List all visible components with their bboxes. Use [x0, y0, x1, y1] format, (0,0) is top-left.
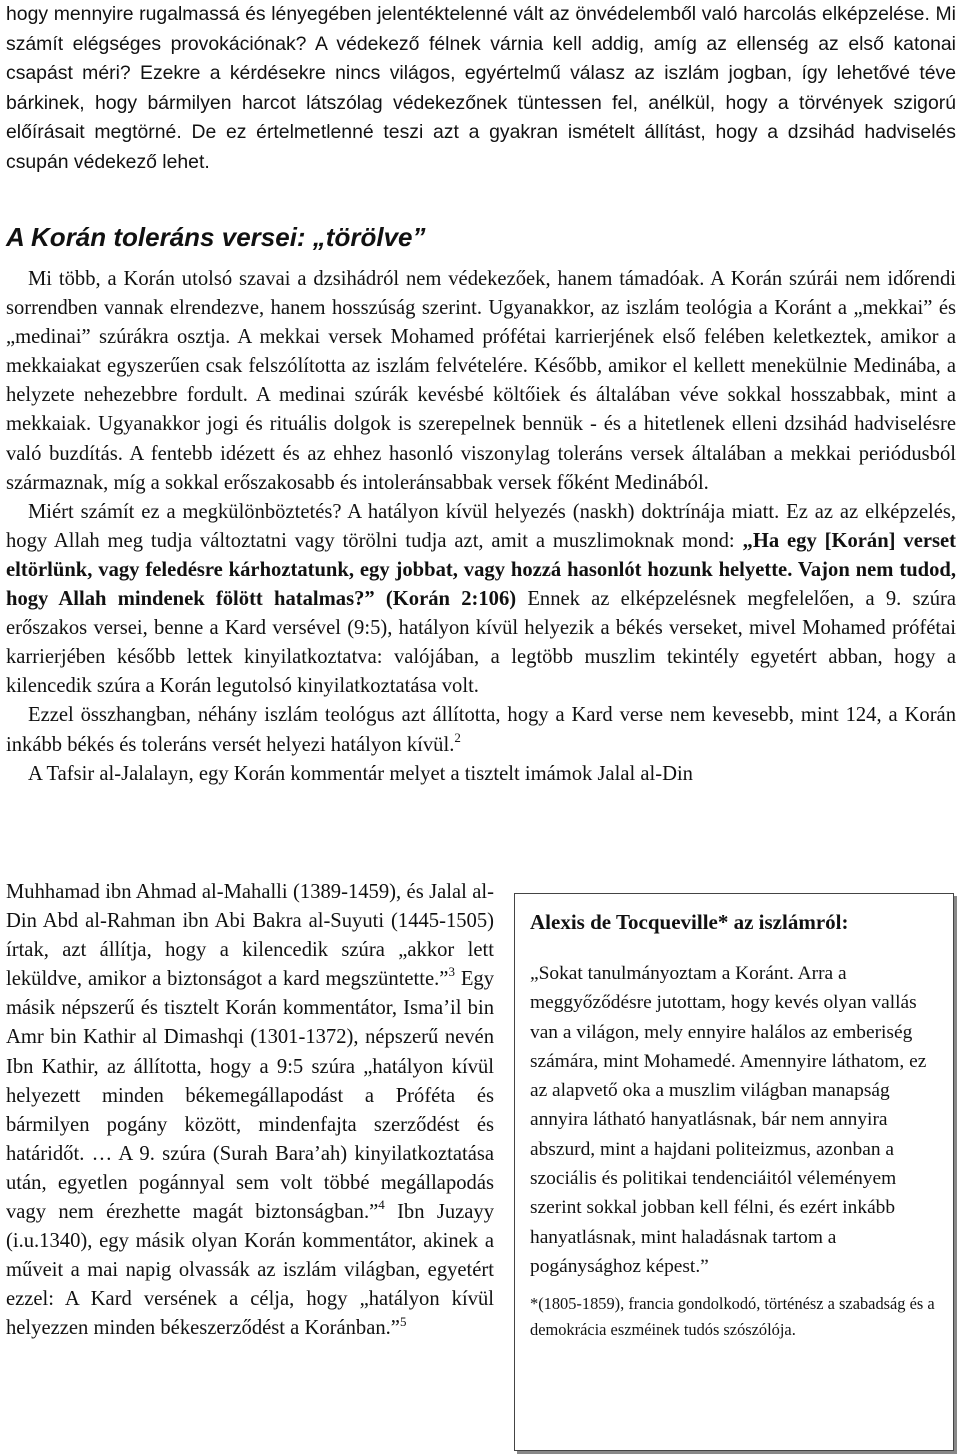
footnote-ref-2: 2: [454, 729, 461, 745]
body-paragraph-1: Mi több, a Korán utolsó szavai a dzsihádról nem védekezőek, hanem támadóak. A Korán szúrái nem időrendi sorrendben vannak elrendezve, hanem hosszúság szerint. Ugyanakkor, az iszlám teológia a Koránt a „mekkai” és „medinai” szúrákra osztja. A mekkai versek Mohamed prófétai karrierjének első felében keletkeztek, amikor a mekkaiakat egyszerűen csak felszólította az iszlám felvételére. Később, amikor el kellett menekülnie Medinába, a helyzete nehezebbre fordult. A medinai szúrák kevésbé költőiek és általában véve sokkal hosszabbak, mint a mekkaiak. Ugyanakkor jogi és rituális dolgok is szerepelnek bennük - és a hitetlenek elleni dzsihád hadviselésre való buzdítás. A fentebb idézett és az ehhez hasonló viszonylag toleráns versek általában a mekkai periódusból származnak, míg a sokkal erőszakosabb és intoleránsabbak versek főként Medinából.: [6, 268, 956, 494]
footnote-ref-4: 4: [378, 1197, 385, 1213]
quran-quote: „Ha egy [Korán] verset eltörlünk, vagy feledésre kárhoztatunk, egy jobbat, vagy hozzá hasonlót hozunk helyette. Vajon nem tudod, hogy Allah mindenek fölött hatalmas?” (Korán 2:106): [6, 529, 956, 611]
body-paragraph-4-line: A Tafsir al-Jalalayn, egy Korán kommentár melyet a tisztelt imámok Jalal al-Din: [28, 762, 693, 785]
footnote-ref-5: 5: [399, 1313, 407, 1329]
body-paragraph-2: [6, 498, 956, 702]
intro-paragraph: hogy mennyire rugalmassá és lényegében jelentéktelenné vált az önvédelemből való harcolás elképzelése. Mi számít elégséges provokációnak? A védekező félnek várnia kell addig, amíg az ellenség az első katonai csapást méri? Ezekre a kérdésekre nincs világos, egyértelmű válasz az iszlám jogban, így lehetővé téve bárkinek, hogy bármilyen harcot látszólag védekezőnek tüntessen fel, anélkül, hogy a törvények szigorú előírásait megtörné. De ez értelmetlenné teszi azt a gyakran ismételt állítást, hogy a dzsihád hadviselés csupán védekező lehet.: [6, 3, 956, 173]
flow-text-3: Ibn Juzayy (i.u.1340), egy másik olyan Korán kommentátor, akinek a műveit a mai napig olvassák az iszlám világban, egyetért ezzel: A Kard versének a célja, hogy „hatályon kívül helyezzen minden békeszerződést a Koránban.”: [6, 1201, 495, 1340]
sidebox-quote: „Sokat tanulmányoztam a Koránt. Arra a meggyőződésre jutottam, hogy kevés olyan vallás van a világon, mely ennyire halálos az emberiség számára, mint Mohamedé. Amennyire láthatom, ez az alapvető oka a muszlim világban manapság annyira látható hanyatlásnak, bár nem annyira abszurd, mint a hajdani politeizmus, azonban a szociális és politikai tendenciáitól véleményem szerint sokkal jobban kell félni, és ezért inkább hanyatlásnak, mint haladásnak tartom a pogánysághoz képest.”: [530, 963, 927, 1277]
footnote-ref-3: 3: [448, 964, 455, 980]
flow-text-2: Egy másik népszerű és tisztelt Korán kommentátor, Isma’il bin Amr bin Kathir al Dimashqi (1301-1372), népszerű nevén Ibn Kathir, az állította, hogy a 9:5 szúra „hatályon kívül helyezett minden békemegállapodást a Próféta és bármilyen pogány között, mindenfajta szerződést és határidőt. … A 9. szúra (Surah Bara’ah) kinyilatkoztatása után, egyetlen pogánnyal sem volt többé megállapodás vagy nem érezhette magát biztonságban.”: [6, 968, 494, 1224]
sidebox-footnote: *(1805-1859), francia gondolkodó, történész a szabadság és a demokrácia eszméinek tudós szószólója.: [530, 1294, 935, 1340]
body-text: [6, 265, 956, 789]
body-paragraph-4-continued: [6, 878, 494, 1344]
tocqueville-sidebox: [514, 893, 954, 1451]
body-paragraph-3-text: Ezzel összhangban, néhány iszlám teológus azt állította, hogy a Kard verse nem kevesebb, mint 124, a Korán inkább békés és toleráns versét helyezi hatályon kívül.: [6, 704, 956, 756]
section-heading: A Korán toleráns versei: „törölve”: [6, 222, 426, 252]
sidebox-title: Alexis de Tocqueville* az iszlámról:: [530, 910, 849, 934]
body-paragraph-3: [6, 701, 956, 759]
body-paragraph-2-end: Ennek az elképzelésnek megfelelően, a 9. szúra erőszakos versei, benne a Kard versével (9:5), hatályon kívül helyezik a békés verseket, mivel Mohamed prófétai karrierjében később lettek kinyilatkoztatva: valójában, a legtöbb muszlim tekintély egyetért abban, hogy a kilencedik szúra a Korán legutolsó kinyilatkoztatása volt.: [6, 588, 956, 698]
body-paragraph-2-start: Miért számít ez a megkülönböztetés? A hatályon kívül helyezés (naskh) doktrínája miatt. Ez az az elképzelés, hogy Allah meg tudja változtatni vagy törölni tudja azt, amit a muszlimoknak mond:: [6, 500, 956, 552]
flow-text-1: Muhhamad ibn Ahmad al-Mahalli (1389-1459), és Jalal al-Din Abd al-Rahman ibn Abi Bakra al-Suyuti (1445-1505) írtak, azt állítja, hogy a kilencedik szúra „akkor lett leküldve, amikor a biztonságot a kard megszüntette.”: [6, 881, 494, 991]
